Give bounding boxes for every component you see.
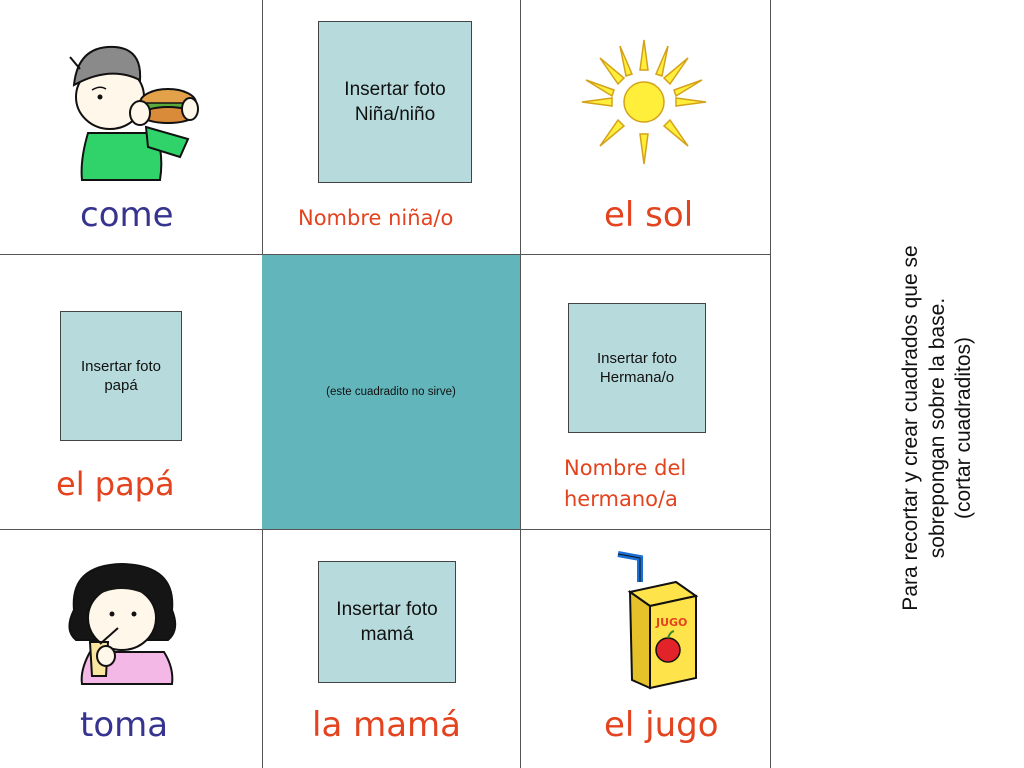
center-cell [262, 255, 520, 529]
photo-placeholder-sibling[interactable] [568, 303, 706, 433]
photo-placeholder-dad[interactable] [60, 311, 182, 441]
grid-line-v2 [520, 0, 521, 768]
word-mama: la mamá [312, 705, 461, 745]
word-jugo: el jugo [604, 705, 719, 745]
name-child: Nombre niña/o [298, 206, 454, 230]
photo-label-line1: Insertar foto [336, 598, 438, 620]
juice-box-icon [610, 552, 702, 692]
photo-placeholder-child[interactable] [318, 21, 472, 183]
photo-placeholder-mom[interactable] [318, 561, 456, 683]
sun-icon [582, 40, 706, 164]
photo-label-line2: Hermana/o [599, 369, 675, 386]
boy-eating-icon [60, 35, 200, 185]
photo-label-line1: Insertar foto [80, 358, 162, 375]
name-sibling-line2: hermano/a [564, 487, 678, 511]
photo-label-line1: Insertar foto [344, 78, 446, 100]
instructions-line3: (cortar cuadraditos) [952, 336, 976, 520]
name-sibling-line1: Nombre del [564, 456, 687, 480]
instructions-note [898, 193, 1008, 663]
word-come: come [80, 195, 174, 235]
photo-label-line2: Niña/niño [354, 103, 436, 125]
grid-line-v3 [770, 0, 771, 768]
center-note: (este cuadradito no sirve) [326, 386, 456, 398]
girl-drinking-icon [60, 560, 190, 685]
word-toma: toma [80, 705, 169, 745]
word-sol: el sol [604, 195, 694, 235]
photo-label-line2: mamá [360, 623, 414, 645]
photo-label-line1: Insertar foto [596, 350, 678, 367]
photo-label-line2: papá [104, 377, 138, 394]
word-papa: el papá [56, 465, 175, 503]
instructions-line1: Para recortar y crear cuadrados que se [899, 245, 922, 611]
grid-line-h2 [0, 529, 770, 530]
instructions-line2: sobrepongan sobre la base. [925, 297, 949, 559]
juice-box-label: JUGO [656, 616, 688, 629]
